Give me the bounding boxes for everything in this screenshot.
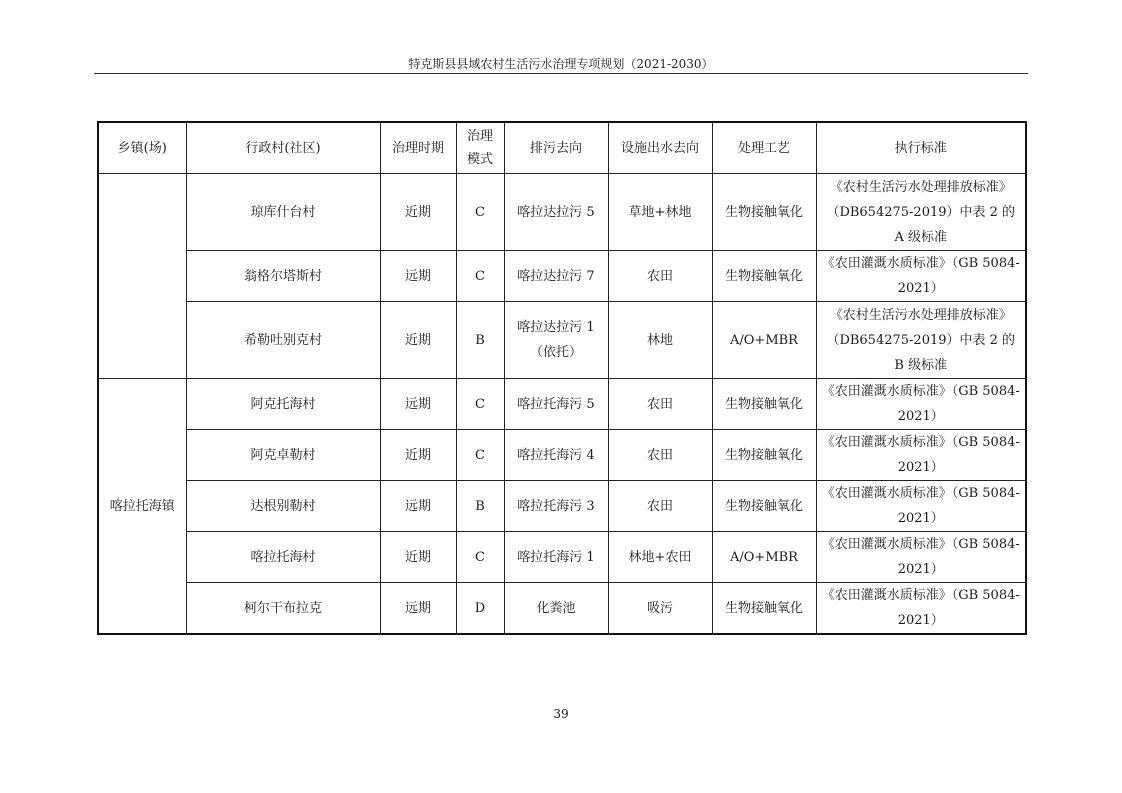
discharge-cell: 喀拉托海污 4 [504,430,608,481]
village-cell: 阿克托海村 [186,379,380,430]
mode-cell: D [456,583,504,635]
period-cell: 近期 [380,302,456,379]
standard-cell: 《农田灌溉水质标准》（GB 5084-2021） [816,379,1026,430]
outlet-cell: 草地+林地 [608,174,712,251]
standard-cell: 《农田灌溉水质标准》（GB 5084-2021） [816,430,1026,481]
standard-cell: 《农村生活污水处理排放标准》（DB654275-2019）中表 2 的 B 级标准 [816,302,1026,379]
table-row [98,430,1026,481]
table-row [98,379,1026,430]
discharge-cell: 喀拉达拉污 7 [504,251,608,302]
discharge-cell: 喀拉达拉污 5 [504,174,608,251]
page-number: 39 [553,707,569,721]
column-header-period: 治理时期 [380,122,456,174]
village-cell: 柯尔干布拉克 [186,583,380,635]
column-header-process: 处理工艺 [712,122,816,174]
discharge-cell: 喀拉达拉污 1（依托） [504,302,608,379]
village-cell: 翁格尔塔斯村 [186,251,380,302]
mode-cell: C [456,379,504,430]
village-cell: 希勒吐别克村 [186,302,380,379]
column-header-mode: 治理模式 [456,122,504,174]
outlet-cell: 林地+农田 [608,532,712,583]
column-header-outlet: 设施出水去向 [608,122,712,174]
outlet-cell: 农田 [608,430,712,481]
standard-cell: 《农田灌溉水质标准》（GB 5084-2021） [816,583,1026,635]
outlet-cell: 林地 [608,302,712,379]
outlet-cell: 农田 [608,251,712,302]
column-header-discharge: 排污去向 [504,122,608,174]
process-cell: 生物接触氧化 [712,174,816,251]
sewage-plan-table [97,121,1027,635]
period-cell: 远期 [380,251,456,302]
village-cell: 阿克卓勒村 [186,430,380,481]
process-cell: A/O+MBR [712,532,816,583]
village-cell: 琼库什台村 [186,174,380,251]
table-row [98,251,1026,302]
discharge-cell: 喀拉托海污 1 [504,532,608,583]
column-header-town: 乡镇(场) [98,122,186,174]
period-cell: 远期 [380,481,456,532]
process-cell: 生物接触氧化 [712,583,816,635]
discharge-cell: 喀拉托海污 5 [504,379,608,430]
column-header-standard: 执行标准 [816,122,1026,174]
process-cell: 生物接触氧化 [712,430,816,481]
mode-cell: B [456,302,504,379]
process-cell: 生物接触氧化 [712,481,816,532]
outlet-cell: 农田 [608,481,712,532]
standard-cell: 《农村生活污水处理排放标准》（DB654275-2019）中表 2 的 A 级标准 [816,174,1026,251]
mode-cell: B [456,481,504,532]
outlet-cell: 农田 [608,379,712,430]
village-cell: 达根别勒村 [186,481,380,532]
mode-cell: C [456,251,504,302]
table-row [98,583,1026,635]
outlet-cell: 吸污 [608,583,712,635]
table-header-row [98,122,1026,174]
town-cell [98,174,186,379]
discharge-cell: 化粪池 [504,583,608,635]
standard-cell: 《农田灌溉水质标准》（GB 5084-2021） [816,251,1026,302]
period-cell: 远期 [380,583,456,635]
period-cell: 近期 [380,430,456,481]
table-row [98,481,1026,532]
process-cell: 生物接触氧化 [712,251,816,302]
table-row [98,532,1026,583]
period-cell: 远期 [380,379,456,430]
town-cell: 喀拉托海镇 [98,379,186,635]
process-cell: A/O+MBR [712,302,816,379]
village-cell: 喀拉托海村 [186,532,380,583]
mode-cell: C [456,174,504,251]
period-cell: 近期 [380,532,456,583]
mode-cell: C [456,430,504,481]
standard-cell: 《农田灌溉水质标准》（GB 5084-2021） [816,481,1026,532]
period-cell: 近期 [380,174,456,251]
standard-cell: 《农田灌溉水质标准》（GB 5084-2021） [816,532,1026,583]
table-row [98,174,1026,251]
column-header-village: 行政村(社区) [186,122,380,174]
table-row [98,302,1026,379]
process-cell: 生物接触氧化 [712,379,816,430]
header-rule [94,73,1028,74]
page-header-title: 特克斯县县域农村生活污水治理专项规划（2021-2030） [408,57,714,71]
mode-cell: C [456,532,504,583]
discharge-cell: 喀拉托海污 3 [504,481,608,532]
